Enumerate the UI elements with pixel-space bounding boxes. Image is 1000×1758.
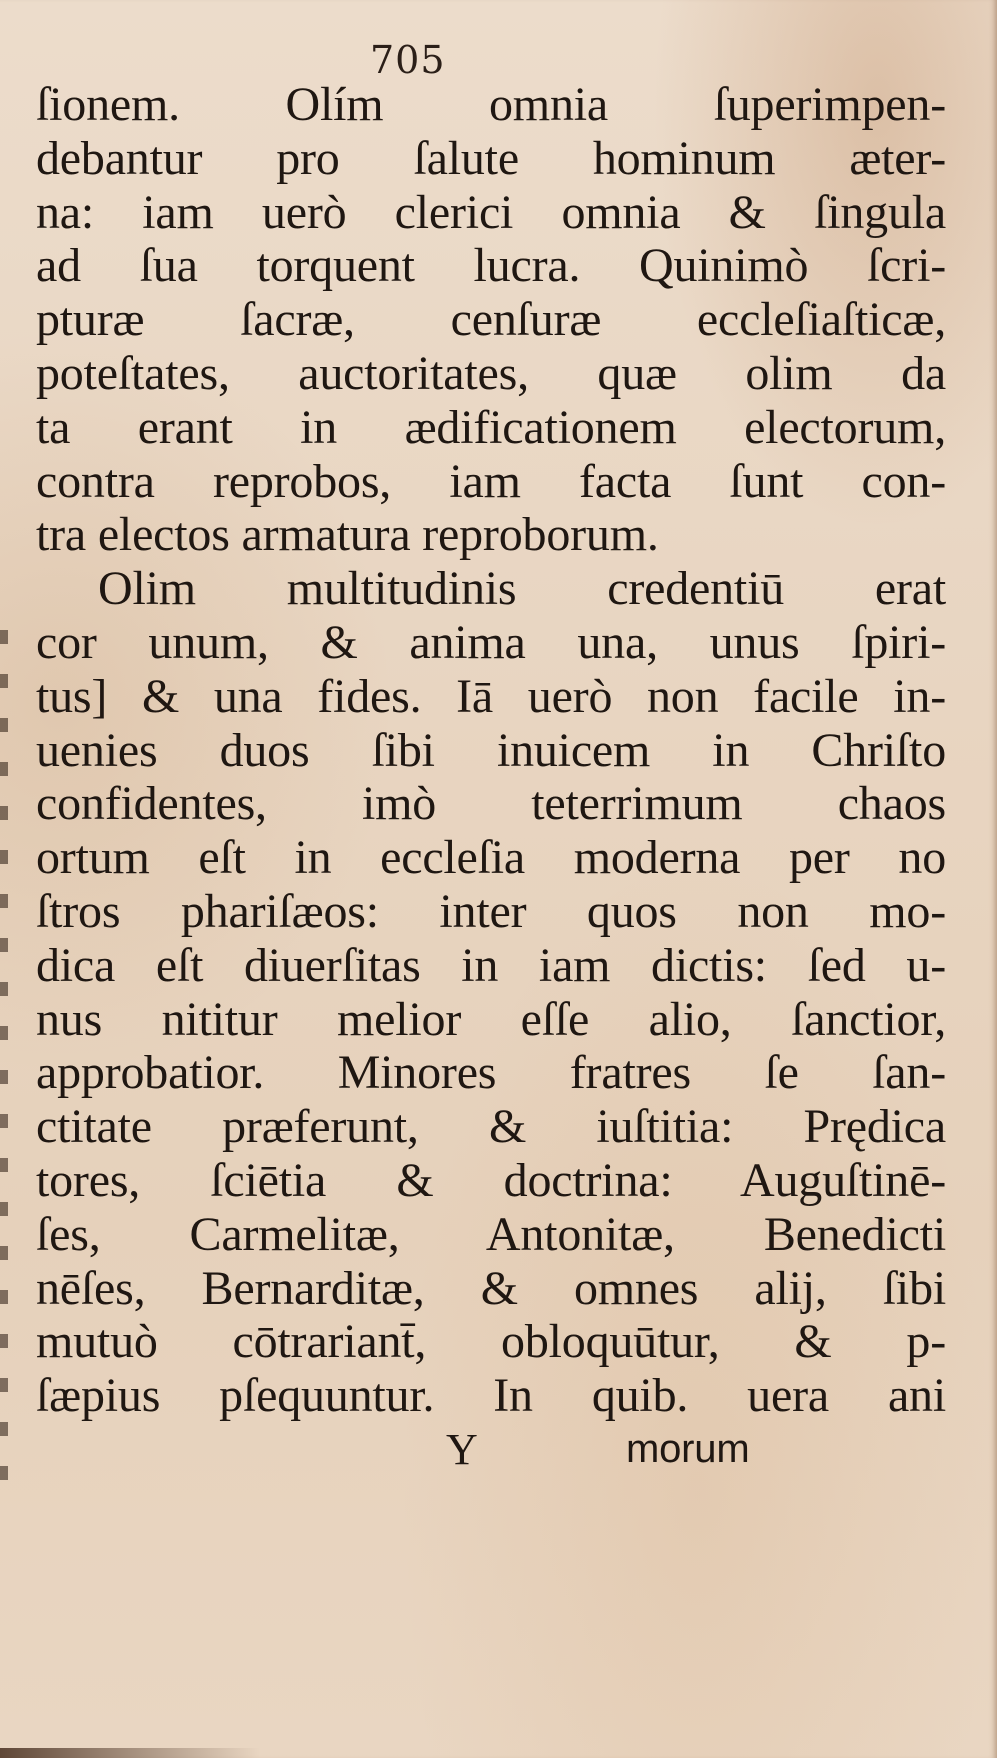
text-line: tores, ſciētia & doctrina: Auguſtinē- (36, 1153, 946, 1207)
text-line: debantur pro ſalute hominum æter- (36, 131, 946, 185)
text-line: confidentes, imò teterrimum chaos (36, 777, 946, 831)
catch-line (36, 1423, 976, 1477)
text-line: cor unum, & anima una, unus ſpiri- (36, 615, 946, 669)
text-line: nus nititur melior eſſe alio, ſanctior, (36, 992, 946, 1046)
text-line: mutuò cōtrariant̄, obloquūtur, & p- (36, 1315, 946, 1369)
text-line: ſes, Carmelitæ, Antonitæ, Benedicti (36, 1207, 946, 1261)
text-line: ad ſua torquent lucra. Quinimò ſcri- (36, 239, 946, 293)
text-line: ſtros phariſæos: inter quos non mo- (36, 884, 946, 938)
text-line: nēſes, Bernarditæ, & omnes alij, ſibi (36, 1261, 946, 1315)
page-bottom-shadow (0, 1748, 260, 1758)
paragraph-first-line: Olim multitudinis credentiū erat (98, 562, 946, 616)
text-line: tus] & una fides. Iā uerò non facile in- (36, 669, 946, 723)
text-line: ſæpius pſequuntur. In quib. uera ani (36, 1369, 946, 1423)
text-line: approbatior. Minores fratres ſe ſan- (36, 1046, 946, 1100)
text-line: tra electos armatura reproborum. (36, 508, 659, 562)
text-line: poteſtates, auctoritates, quæ olim da (36, 346, 946, 400)
text-line: pturæ ſacræ, cenſuræ eccleſiaſticæ, (36, 293, 946, 347)
text-line: ta erant in ædificationem electorum, (36, 400, 946, 454)
text-line: ctitate præferunt, & iuſtitia: Prędica (36, 1100, 946, 1154)
text-line: na: iam uerò clerici omnia & ſingula (36, 185, 946, 239)
text-line: contra reprobos, iam facta ſunt con- (36, 454, 946, 508)
signature-mark: Y (446, 1424, 478, 1474)
text-line: dica eſt diuerſitas in iam dictis: ſed u- (36, 938, 946, 992)
catchword: morum (626, 1426, 750, 1471)
page-edge-marks (0, 600, 8, 1500)
text-line: uenies duos ſibi inuicem in Chriſto (36, 723, 946, 777)
text-line: ortum eſt in eccleſia moderna per no (36, 831, 946, 885)
page-number: 705 (370, 38, 446, 82)
body-text (36, 78, 976, 1477)
text-line: ſionem. Olím omnia ſuperimpen- (36, 78, 946, 131)
